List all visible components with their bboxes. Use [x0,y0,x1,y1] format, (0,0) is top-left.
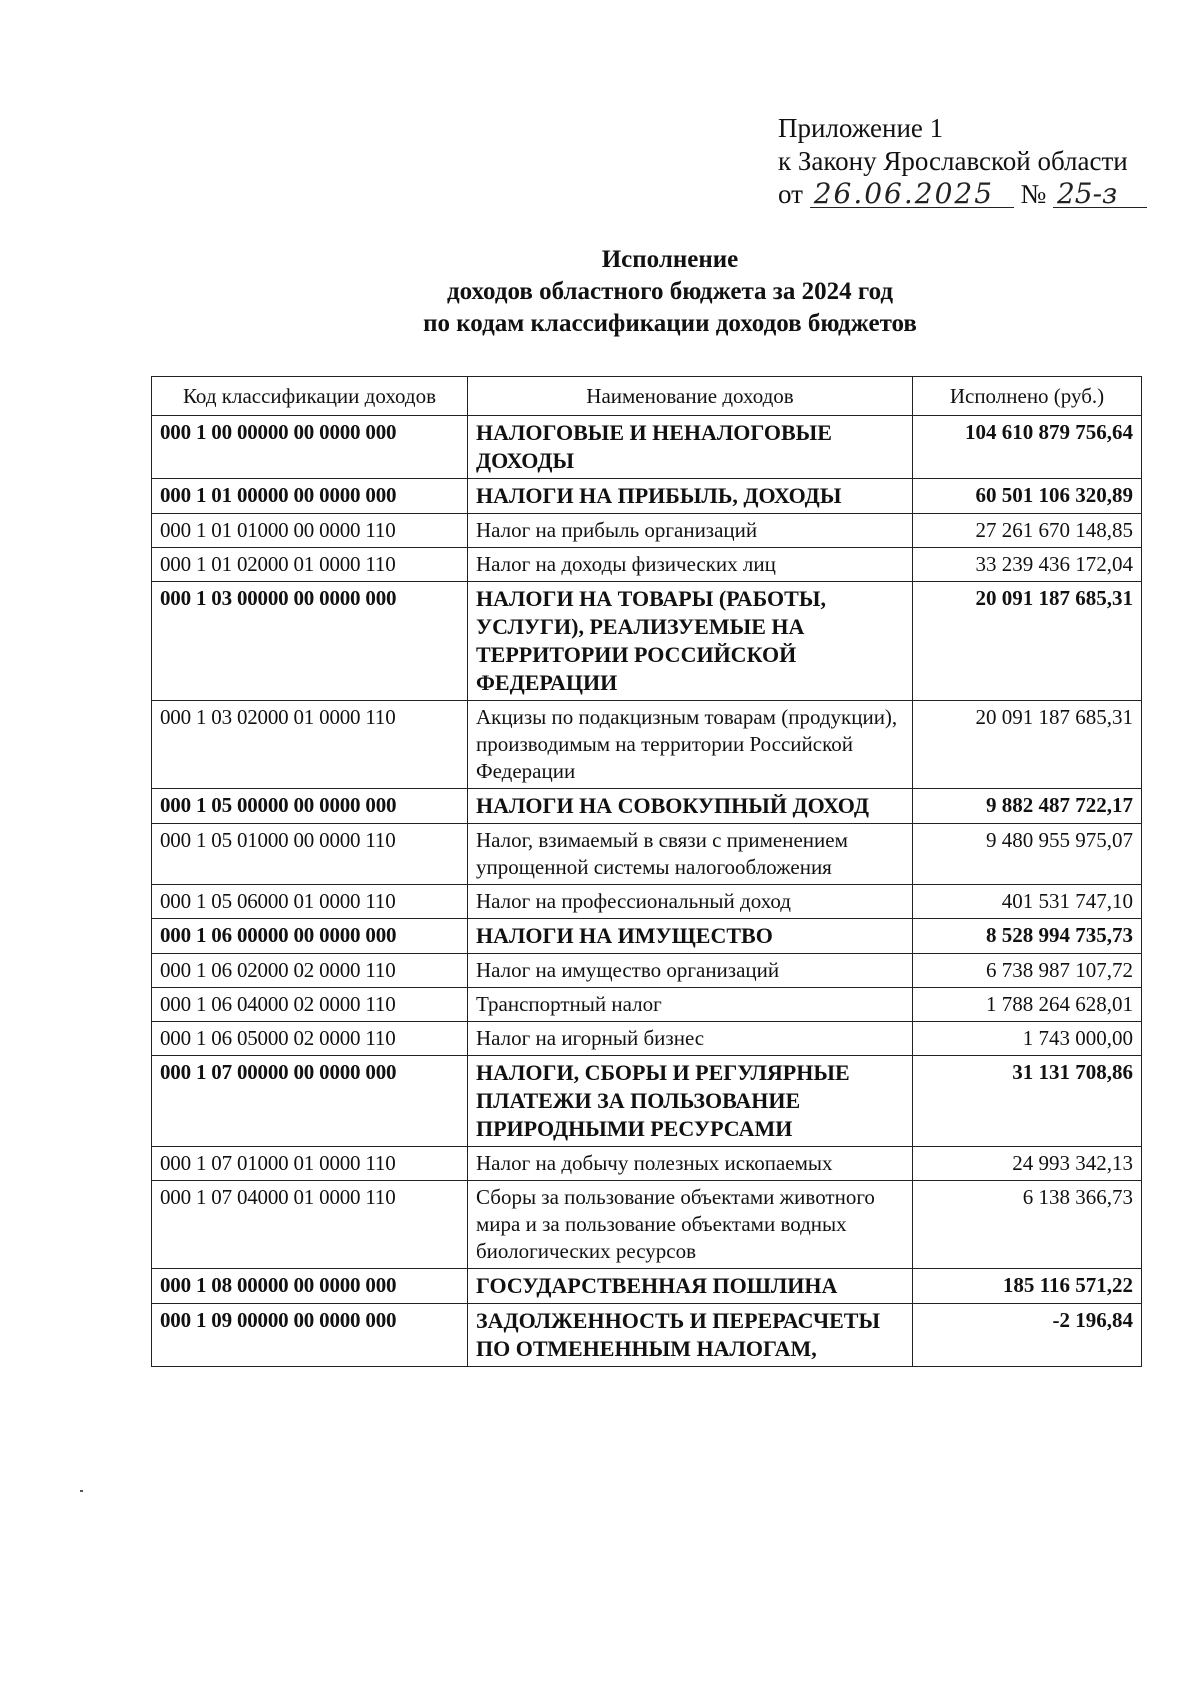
column-header-name: Наименование доходов [468,377,913,416]
income-amount-cell: 6 138 366,73 [913,1181,1142,1269]
income-name-cell: Налог на игорный бизнес [468,1022,913,1056]
income-name-cell: ГОСУДАРСТВЕННАЯ ПОШЛИНА [468,1269,913,1304]
income-amount-cell: 6 738 987 107,72 [913,954,1142,988]
income-amount-cell: 24 993 342,13 [913,1147,1142,1181]
table-row [152,514,1142,548]
income-amount-cell: 8 528 994 735,73 [913,919,1142,954]
column-header-amount: Исполнено (руб.) [913,377,1142,416]
table-header-row [152,377,1142,416]
income-amount-cell: 185 116 571,22 [913,1269,1142,1304]
income-amount-cell: 20 091 187 685,31 [913,582,1142,701]
title-line-2: доходов областного бюджета за 2024 год [446,278,894,305]
table-row [152,1304,1142,1367]
table-row [152,1147,1142,1181]
income-amount-cell: 31 131 708,86 [913,1056,1142,1147]
income-amount-cell: 20 091 187 685,31 [913,701,1142,789]
income-amount-cell: 1 743 000,00 [913,1022,1142,1056]
number-label: № [1020,179,1047,209]
income-name-cell: НАЛОГОВЫЕ И НЕНАЛОГОВЫЕ ДОХОДЫ [468,416,913,479]
income-code-cell: 000 1 08 00000 00 0000 000 [152,1269,468,1304]
income-name-cell: Налог, взимаемый в связи с применением упрощенной системы налогообложения [468,824,913,885]
income-amount-cell: -2 196,84 [913,1304,1142,1367]
income-amount-cell: 9 480 955 975,07 [913,824,1142,885]
income-name-cell: Налог на доходы физических лиц [468,548,913,582]
table-row [152,1269,1142,1304]
income-code-cell: 000 1 01 02000 01 0000 110 [152,548,468,582]
table-row [152,988,1142,1022]
table-row [152,824,1142,885]
table-row [152,1181,1142,1269]
table-row [152,479,1142,514]
income-code-cell: 000 1 05 06000 01 0000 110 [152,885,468,919]
income-code-cell: 000 1 06 02000 02 0000 110 [152,954,468,988]
column-header-code: Код классификации доходов [152,377,468,416]
income-code-cell: 000 1 06 00000 00 0000 000 [152,919,468,954]
table-row [152,548,1142,582]
appendix-title: Приложение 1 [778,113,944,143]
income-code-cell: 000 1 01 01000 00 0000 110 [152,514,468,548]
table-row [152,1022,1142,1056]
table-row [152,582,1142,701]
from-label: от [778,179,803,209]
income-amount-cell: 1 788 264 628,01 [913,988,1142,1022]
income-amount-cell: 60 501 106 320,89 [913,479,1142,514]
income-amount-cell: 401 531 747,10 [913,885,1142,919]
title-line-3: по кодам классификации доходов бюджетов [423,310,917,337]
income-name-cell: НАЛОГИ НА ТОВАРЫ (РАБОТЫ, УСЛУГИ), РЕАЛИЗУЕМЫЕ НА ТЕРРИТОРИИ РОССИЙСКОЙ ФЕДЕРАЦИИ [468,582,913,701]
income-name-cell: Налог на имущество организаций [468,954,913,988]
income-code-cell: 000 1 00 00000 00 0000 000 [152,416,468,479]
table-row [152,416,1142,479]
income-code-cell: 000 1 05 01000 00 0000 110 [152,824,468,885]
income-amount-cell: 33 239 436 172,04 [913,548,1142,582]
table-row [152,701,1142,789]
table-row [152,1056,1142,1147]
handwritten-law-number: 25-з [1053,181,1147,208]
income-code-cell: 000 1 05 00000 00 0000 000 [152,789,468,824]
income-code-cell: 000 1 09 00000 00 0000 000 [152,1304,468,1367]
income-code-cell: 000 1 07 00000 00 0000 000 [152,1056,468,1147]
income-amount-cell: 9 882 487 722,17 [913,789,1142,824]
table-row [152,919,1142,954]
income-name-cell: Акцизы по подакцизным товарам (продукции), производимым на территории Российской Федерации [468,701,913,789]
appendix-header [778,112,1147,211]
income-name-cell: Сборы за пользование объектами животного мира и за пользование объектами водных биологических ресурсов [468,1181,913,1269]
income-name-cell: Налог на добычу полезных ископаемых [468,1147,913,1181]
income-code-cell: 000 1 06 04000 02 0000 110 [152,988,468,1022]
income-code-cell: 000 1 01 00000 00 0000 000 [152,479,468,514]
table-row [152,885,1142,919]
income-code-cell: 000 1 07 04000 01 0000 110 [152,1181,468,1269]
table-row [152,789,1142,824]
title-line-1: Исполнение [601,246,739,273]
income-name-cell: Налог на прибыль организаций [468,514,913,548]
revenue-table [151,376,1142,1367]
income-name-cell: ЗАДОЛЖЕННОСТЬ И ПЕРЕРАСЧЕТЫ ПО ОТМЕНЕННЫМ НАЛОГАМ, [468,1304,913,1367]
scan-speck [80,1490,83,1492]
income-code-cell: 000 1 07 01000 01 0000 110 [152,1147,468,1181]
table-row [152,954,1142,988]
income-amount-cell: 27 261 670 148,85 [913,514,1142,548]
income-amount-cell: 104 610 879 756,64 [913,416,1142,479]
income-name-cell: НАЛОГИ НА ПРИБЫЛЬ, ДОХОДЫ [468,479,913,514]
document-title [140,244,1200,340]
handwritten-date: 26.06.2025 [810,181,1014,208]
income-name-cell: НАЛОГИ, СБОРЫ И РЕГУЛЯРНЫЕ ПЛАТЕЖИ ЗА ПОЛЬЗОВАНИЕ ПРИРОДНЫМИ РЕСУРСАМИ [468,1056,913,1147]
appendix-law-reference: к Закону Ярославской области [778,146,1128,176]
table-body [152,416,1142,1367]
income-code-cell: 000 1 06 05000 02 0000 110 [152,1022,468,1056]
income-name-cell: НАЛОГИ НА ИМУЩЕСТВО [468,919,913,954]
income-name-cell: Транспортный налог [468,988,913,1022]
income-code-cell: 000 1 03 00000 00 0000 000 [152,582,468,701]
income-name-cell: Налог на профессиональный доход [468,885,913,919]
income-name-cell: НАЛОГИ НА СОВОКУПНЫЙ ДОХОД [468,789,913,824]
income-code-cell: 000 1 03 02000 01 0000 110 [152,701,468,789]
appendix-date-line [778,178,1147,211]
